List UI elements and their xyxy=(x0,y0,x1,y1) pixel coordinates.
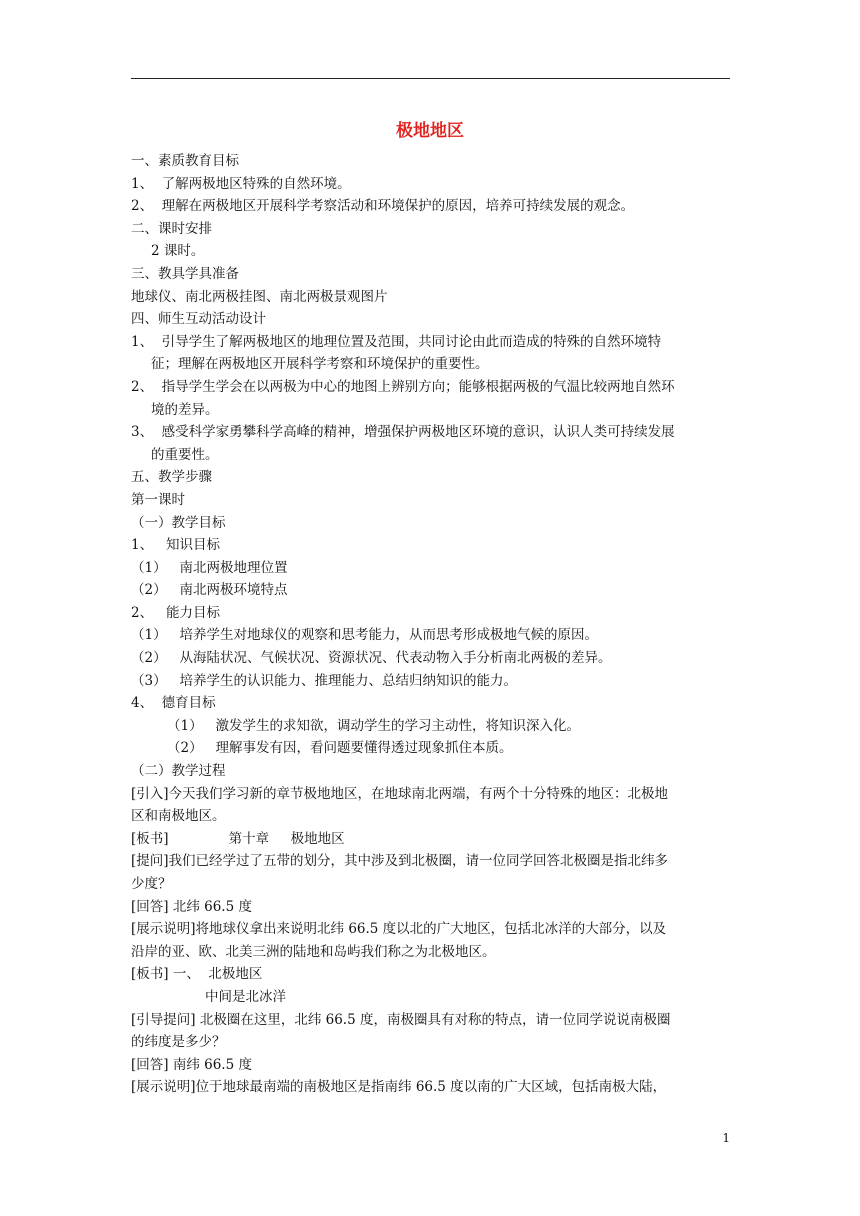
text-line: 三、教具学具准备 xyxy=(131,265,239,282)
text-line: 中间是北冰洋 xyxy=(205,988,286,1005)
text-line: [引导提问] 北极圈在这里，北纬 66.5 度，南极圈具有对称的特点，请一位同学说说南极圈 xyxy=(131,1011,671,1028)
text-line: 的重要性。 xyxy=(151,446,219,463)
page-number: 1 xyxy=(722,1131,730,1145)
text-line: 少度？ xyxy=(131,876,172,892)
text-line: 征；理解在两极地区开展科学考察和环境保护的重要性。 xyxy=(151,356,489,373)
text-line: （2） 从海陆状况、气候状况、资源状况、代表动物入手分析南北两极的差异。 xyxy=(131,650,612,667)
text-line: （3） 培养学生的认识能力、推理能力、总结归纳知识的能力。 xyxy=(131,672,517,689)
text-line: 1、 引导学生了解两极地区的地理位置及范围，共同讨论由此而造成的特殊的自然环境特 xyxy=(131,333,662,350)
text-line: [板书] 第十章 极地地区 xyxy=(131,830,345,847)
text-line: （2） 理解事发有因，看问题要懂得透过现象抓住本质。 xyxy=(167,740,513,757)
text-line: （2） 南北两极环境特点 xyxy=(131,582,288,599)
text-line: 一、素质教育目标 xyxy=(131,153,239,169)
text-line: [回答] 南纬 66.5 度 xyxy=(131,1056,252,1073)
text-line: （一）教学目标 xyxy=(131,514,226,531)
text-line: （1） 南北两极地理位置 xyxy=(131,559,288,576)
text-line: 第一课时 xyxy=(131,491,185,508)
text-line: 的纬度是多少？ xyxy=(131,1034,226,1051)
text-line: [展示说明]将地球仪拿出来说明北纬 66.5 度以北的广大地区，包括北冰洋的大部分，以及 xyxy=(131,921,667,938)
text-line: 四、师生互动活动设计 xyxy=(131,311,266,328)
header-rule xyxy=(131,78,730,79)
text-line: （1） 培养学生对地球仪的观察和思考能力，从而思考形成极地气候的原因。 xyxy=(131,627,598,644)
text-line: 地球仪、南北两极挂图、南北两极景观图片 xyxy=(131,288,388,305)
text-line: 2 课时。 xyxy=(151,243,205,260)
text-line: [回答] 北纬 66.5 度 xyxy=(131,898,252,915)
text-line: [引入]今天我们学习新的章节极地地区，在地球南北两端，有两个十分特殊的地区：北极地 xyxy=(131,785,669,802)
text-line: 境的差异。 xyxy=(151,401,219,418)
text-line: 二、课时安排 xyxy=(131,220,212,237)
text-line: [板书] 一、 北极地区 xyxy=(131,966,263,983)
text-line: （1） 激发学生的求知欲，调动学生的学习主动性，将知识深入化。 xyxy=(167,717,580,734)
text-line: [展示说明]位于地球最南端的南极地区是指南纬 66.5 度以南的广大区域，包括南极大陆， xyxy=(131,1079,667,1096)
text-line: （二）教学过程 xyxy=(131,763,226,780)
text-line: 1、 了解两极地区特殊的自然环境。 xyxy=(131,175,351,192)
text-line: 五、教学步骤 xyxy=(131,469,212,486)
text-line: 2、 能力目标 xyxy=(131,604,220,621)
text-line: 沿岸的亚、欧、北美三洲的陆地和岛屿我们称之为北极地区。 xyxy=(131,943,496,960)
text-line: 区和南极地区。 xyxy=(131,808,226,825)
text-line: 1、 知识目标 xyxy=(131,537,220,554)
text-line: 2、 指导学生学会在以两极为中心的地图上辨别方向；能够根据两极的气温比较两地自然环 xyxy=(131,378,675,395)
text-line: [提问]我们已经学过了五带的划分，其中涉及到北极圈，请一位同学回答北极圈是指北纬多 xyxy=(131,853,669,870)
text-line: 4、 德育目标 xyxy=(131,695,216,712)
document-title: 极地地区 xyxy=(396,121,464,141)
text-line: 3、 感受科学家勇攀科学高峰的精神，增强保护两极地区环境的意识，认识人类可持续发展 xyxy=(131,424,675,441)
document-body xyxy=(131,150,731,1099)
text-line: 2、 理解在两极地区开展科学考察活动和环境保护的原因，培养可持续发展的观念。 xyxy=(131,198,635,215)
